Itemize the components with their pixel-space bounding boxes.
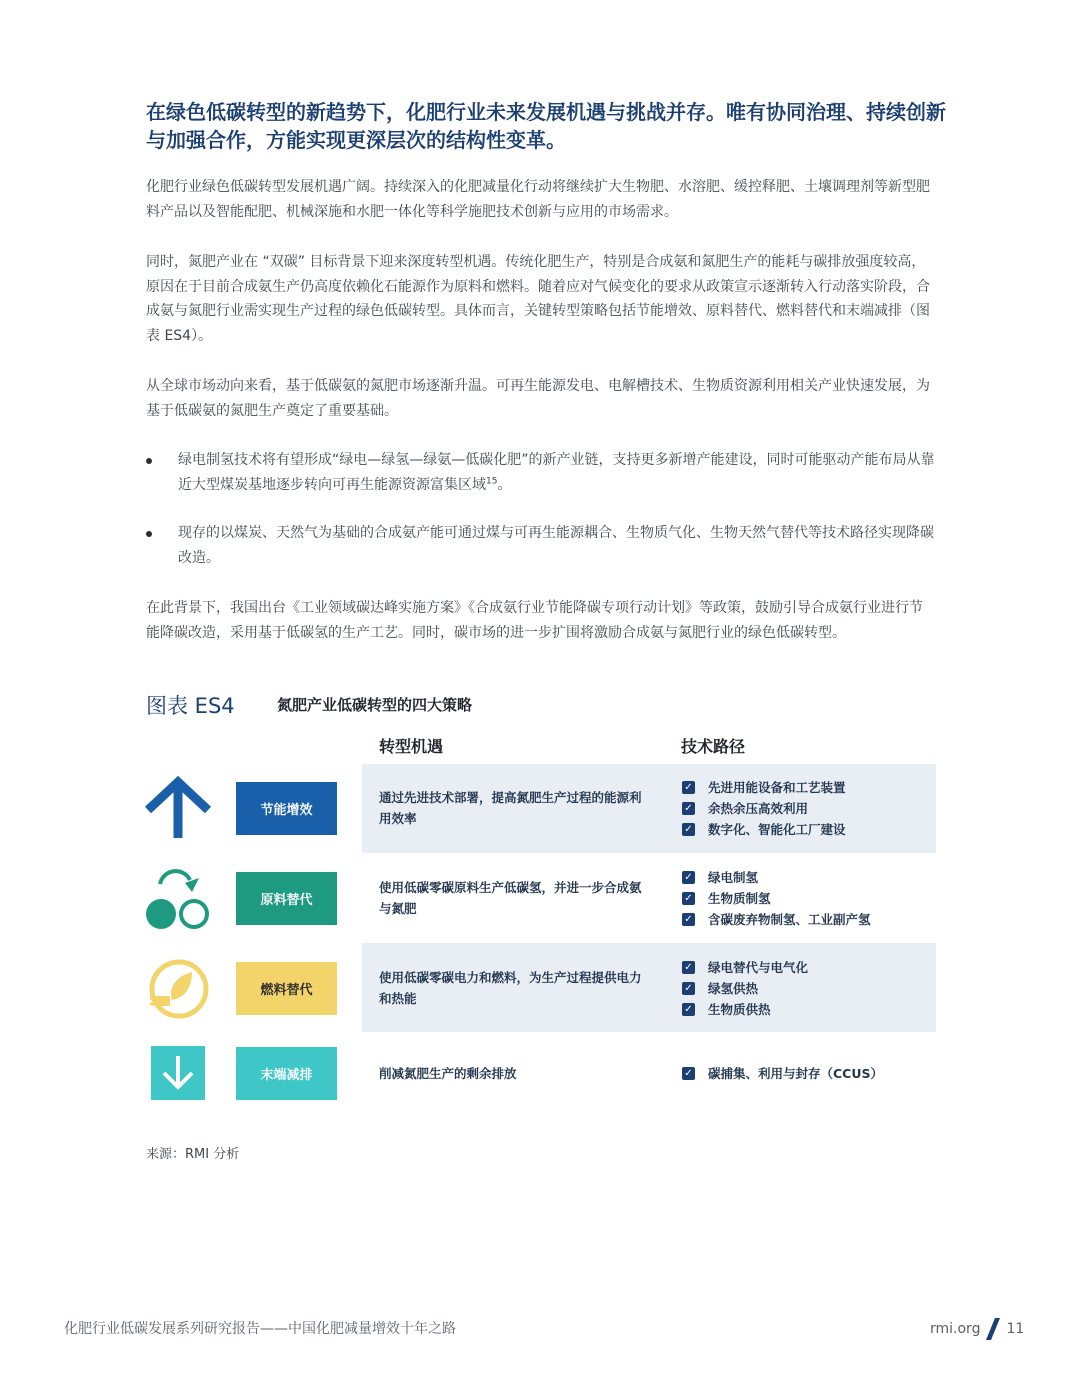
- bullet-text: 绿电制氢技术将有望形成“绿电—绿氢—绿氨—低碳化肥”的新产业链，支持更多新增产能建设，同时可能驱动产能布局从靠近大型煤炭基地逐步转向可再生能源资源富集区域: [178, 452, 935, 493]
- bullet-dot: [146, 531, 152, 537]
- arrow-down-icon: [151, 1046, 205, 1100]
- tech-item: ✓ 绿电制氢: [682, 867, 932, 888]
- slash-divider-icon: [986, 1318, 1000, 1340]
- checkbox-icon: ✓: [682, 781, 695, 794]
- page-number: 11: [1006, 1321, 1025, 1337]
- tech-item: ✓ 绿氢供热: [682, 978, 932, 999]
- feedstock-cycle-icon: [144, 864, 212, 934]
- tech-item: ✓ 生物质制氢: [682, 888, 932, 909]
- opportunity-text: 通过先进技术部署，提高氮肥生产过程的能源利用效率: [379, 790, 642, 826]
- bullet-tail: 。: [497, 476, 512, 493]
- tech-item: ✓ 数字化、智能化工厂建设: [682, 819, 932, 840]
- tech-list: [682, 1063, 932, 1084]
- tech-list: [682, 777, 932, 840]
- tech-item: ✓ 绿电替代与电气化: [682, 957, 932, 978]
- bullet-dot: [146, 458, 152, 464]
- checkbox-icon: ✓: [682, 1067, 695, 1080]
- tech-list: [682, 867, 932, 930]
- bullet-text: 现存的以煤炭、天然气为基础的合成氨产能可通过煤与可再生能源耦合、生物质气化、生物天然气替代等技术路径实现降碳改造。: [178, 525, 934, 566]
- strategy-tag-end-of-pipe: 末端减排: [236, 1047, 337, 1100]
- tech-item: ✓ 碳捕集、利用与封存（CCUS）: [682, 1063, 932, 1084]
- figure-source: 来源：RMI 分析: [146, 1147, 240, 1162]
- opportunity-text: 削减氮肥生产的剩余排放: [379, 1066, 517, 1081]
- strategy-tag-feedstock: 原料替代: [236, 872, 337, 925]
- figure-title: 氮肥产业低碳转型的四大策略: [277, 696, 473, 714]
- tech-item: ✓ 余热余压高效利用: [682, 798, 932, 819]
- closing-paragraph: 在此背景下，我国出台《工业领域碳达峰实施方案》《合成氨行业节能降碳专项行动计划》等政策，鼓励引导合成氨行业进行节能降碳改造，采用基于低碳氢的生产工艺。同时，碳市场的进一步扩围将激励合成氨与氮肥行业的绿色低碳转型。: [146, 600, 923, 641]
- opportunity-text: 使用低碳零碳原料生产低碳氢，并进一步合成氨与氮肥: [379, 880, 642, 916]
- strategy-tag-fuel: 燃料替代: [236, 962, 337, 1015]
- strategy-tag-efficiency: 节能增效: [236, 782, 337, 835]
- green-plug-icon: [146, 958, 212, 1020]
- checkbox-icon: ✓: [682, 871, 695, 884]
- checkbox-icon: ✓: [682, 913, 695, 926]
- opportunity-text: 使用低碳零碳电力和燃料，为生产过程提供电力和热能: [379, 970, 642, 1006]
- footer-page-info: [930, 1318, 1024, 1340]
- footnote-ref: 15: [486, 475, 498, 486]
- paragraph-3: 从全球市场动向来看，基于低碳氨的氮肥市场逐渐升温。可再生能源发电、电解槽技术、生物质资源利用相关产业快速发展，为基于低碳氨的氮肥生产奠定了重要基础。: [146, 378, 930, 419]
- footer-site-link[interactable]: rmi.org: [930, 1321, 981, 1337]
- figure-number: 图表 ES4: [146, 694, 235, 718]
- paragraph-2: 同时，氮肥产业在 “双碳” 目标背景下迎来深度转型机遇。传统化肥生产，特别是合成氨和氮肥生产的能耗与碳排放强度较高，原因在于目前合成氨生产仍高度依赖化石能源作为原料和燃料。随着应对气候变化的要求从政策宣示逐渐转入行动落实阶段，合成氨与氮肥行业需实现生产过程的绿色低碳转型。具体而言，关键转型策略包括节能增效、原料替代、燃料替代和末端减排（图表 ES4）。: [146, 254, 930, 344]
- checkbox-icon: ✓: [682, 892, 695, 905]
- headline: 在绿色低碳转型的新趋势下，化肥行业未来发展机遇与挑战并存。唯有协同治理、持续创新与加强合作，方能实现更深层次的结构性变革。: [146, 100, 946, 152]
- tech-item: ✓ 含碳废弃物制氢、工业副产氢: [682, 909, 932, 930]
- paragraph-1: 化肥行业绿色低碳转型发展机遇广阔。持续深入的化肥减量化行动将继续扩大生物肥、水溶肥、缓控释肥、土壤调理剂等新型肥料产品以及智能配肥、机械深施和水肥一体化等科学施肥技术创新与应用的市场需求。: [146, 179, 930, 220]
- checkbox-icon: ✓: [682, 802, 695, 815]
- checkbox-icon: ✓: [682, 961, 695, 974]
- checkbox-icon: ✓: [682, 823, 695, 836]
- tech-item: ✓ 生物质供热: [682, 999, 932, 1020]
- column-header-tech: 技术路径: [681, 737, 746, 756]
- column-header-opportunity: 转型机遇: [379, 737, 444, 756]
- arrow-up-icon: [142, 776, 214, 840]
- checkbox-icon: ✓: [682, 1003, 695, 1016]
- tech-item: ✓ 先进用能设备和工艺装置: [682, 777, 932, 798]
- footer-report-title: 化肥行业低碳发展系列研究报告——中国化肥减量增效十年之路: [64, 1321, 456, 1337]
- tech-list: [682, 957, 932, 1020]
- checkbox-icon: ✓: [682, 982, 695, 995]
